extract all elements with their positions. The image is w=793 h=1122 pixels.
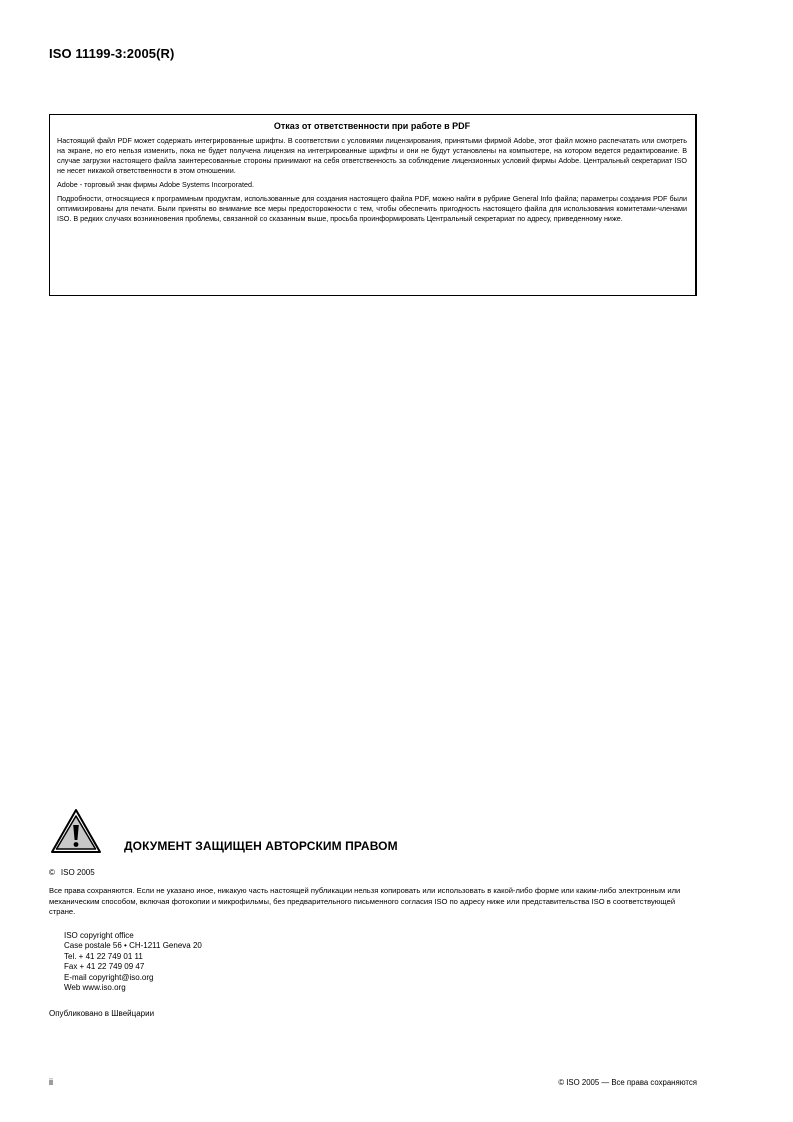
rights-statement: Все права сохраняются. Если не указано иное, никакую часть настоящей публикации нельзя копировать или использовать в какой-либо форме или каким-либо электронным или механическим способом, включая фотокопии и микрофильмы, без предварительного письменного согласия ISO по адресу ниже или представительства ISO в соответствующей стране. <box>49 886 681 916</box>
address-email: E-mail copyright@iso.org <box>64 972 154 982</box>
disclaimer-title: Отказ от ответственности при работе в PDF <box>273 121 471 131</box>
pdf-disclaimer-box <box>49 114 697 296</box>
address-fax: Fax + 41 22 749 09 47 <box>64 962 145 972</box>
page-number: ii <box>49 1077 53 1087</box>
published-in: Опубликовано в Швейцарии <box>49 1009 155 1018</box>
warning-triangle-icon <box>50 808 102 859</box>
copyright-year-line <box>49 868 95 878</box>
address-tel: Tel. + 41 22 749 01 11 <box>64 951 143 961</box>
copyright-symbol: © <box>49 868 55 877</box>
iso-address-block <box>64 931 202 993</box>
document-code: ISO 11199-3:2005(R) <box>49 46 175 61</box>
copyright-year: ISO 2005 <box>60 868 95 877</box>
disclaimer-paragraph-trademark: Adobe - торговый знак фирмы Adobe Systems Incorporated. <box>57 180 254 189</box>
disclaimer-paragraph-fonts: Настоящий файл PDF может содержать интегрированные шрифты. В соответствии с условиями лицензирования, принятыми фирмой Adobe, этот файл можно распечатать или смотреть на экране, но его нельзя изменить, пока не будет получена лицензия на интегрированные шрифты и они не будут установлены на компьютере, на котором ведется редактирование. В случае загрузки настоящего файла заинтересованные стороны принимают на себя ответственность за соблюдение лицензионных условий фирмы Adobe. Центральный секретариат ISO не несет никакой ответственности в этом отношении. <box>57 136 687 175</box>
address-postal: Case postale 56 • CH-1211 Geneva 20 <box>64 941 202 951</box>
copyright-heading: ДОКУМЕНТ ЗАЩИЩЕН АВТОРСКИМ ПРАВОМ <box>124 839 398 853</box>
address-web: Web www.iso.org <box>64 983 126 993</box>
footer-rights: © ISO 2005 — Все права сохраняются <box>558 1078 697 1087</box>
disclaimer-paragraph-details: Подробности, относящиеся к программным продуктам, использованные для создания настоящего файла PDF, можно найти в рубрике General Info файла; параметры создания PDF были оптимизированы для печати. Были приняты во внимание все меры предосторожности с тем, чтобы обеспечить пригодность настоящего файла для использования комитетами-членами ISO. В редких случаях возникновения проблемы, связанной со сказанным выше, просьба проинформировать Центральный секретариат по адресу, приведенному ниже. <box>57 194 687 223</box>
address-office: ISO copyright office <box>64 931 134 940</box>
